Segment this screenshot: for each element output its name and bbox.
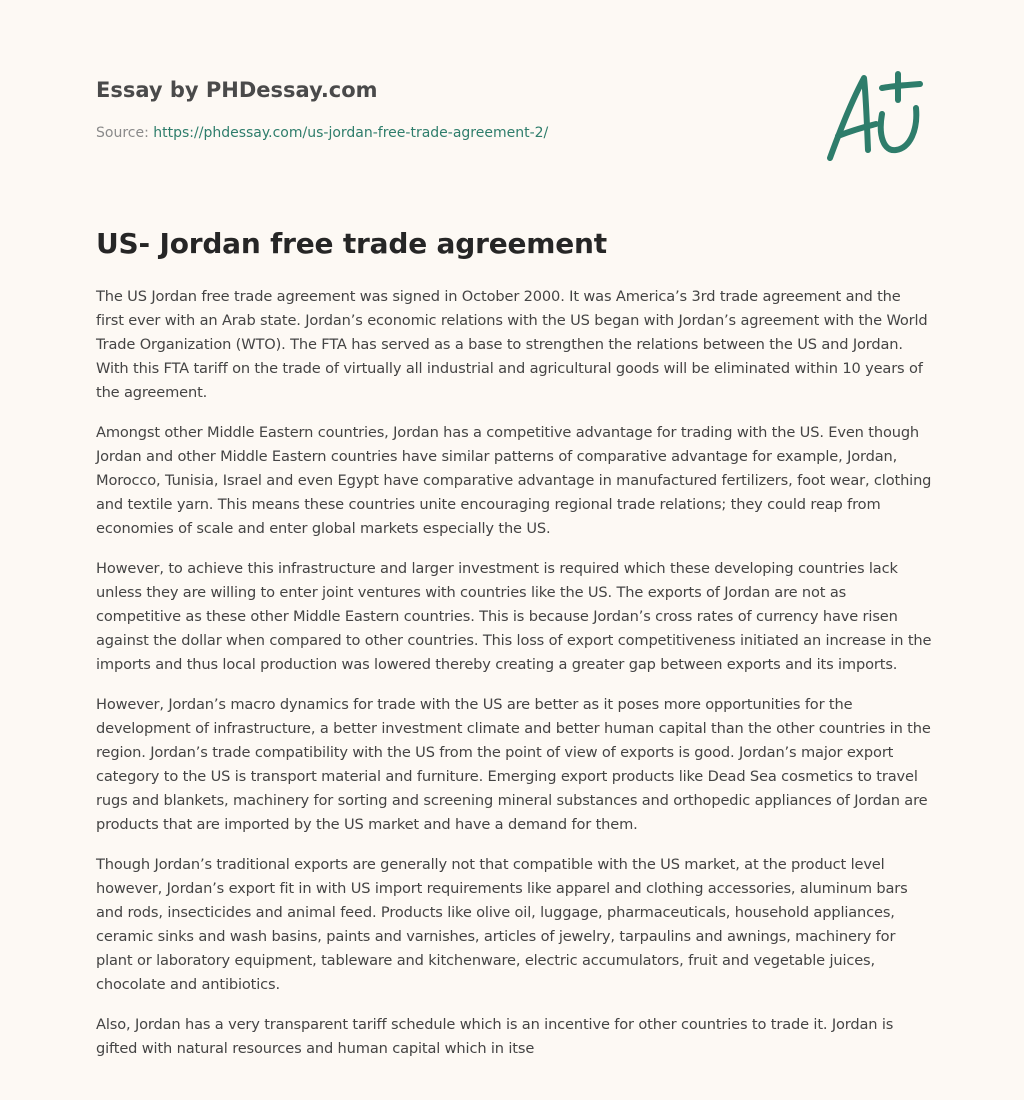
source-line bbox=[96, 123, 696, 143]
page-header bbox=[96, 74, 696, 143]
paragraph: However, Jordan’s macro dynamics for trade with the US are better as it poses more opportunities for the development of infrastructure, a better investment climate and better human capital than the other countries in the region. Jordan’s trade compatibility with the US from the point of view of exports is good. Jordan’s major export category to the US is transport material and furniture. Emerging export products like Dead Sea cosmetics to travel rugs and blankets, machinery for sorting and screening mineral substances and orthopedic appliances of Jordan are products that are imported by the US market and have a demand for them. bbox=[96, 696, 931, 833]
paragraph: Amongst other Middle Eastern countries, Jordan has a competitive advantage for trading with the US. Even though Jordan and other Middle Eastern countries have similar patterns of comparative advantage for example, Jordan, Morocco, Tunisia, Israel and even Egypt have comparative advantage in manufactured fertilizers, foot wear, clothing and textile yarn. This means these countries unite encouraging regional trade relations; they could reap from economies of scale and enter global markets especially the US. bbox=[96, 424, 932, 537]
paragraph: Also, Jordan has a very transparent tariff schedule which is an incentive for other countries to trade it. Jordan is gifted with natural resources and human capital which in itse bbox=[96, 1016, 894, 1057]
source-label: Source: bbox=[96, 125, 149, 141]
paragraph: Though Jordan’s traditional exports are generally not that compatible with the US market, at the product level however, Jordan’s export fit in with US import requirements like apparel and clothing accessories, aluminum bars and rods, insecticides and animal feed. Products like olive oil, luggage, pharmaceuticals, household appliances, ceramic sinks and wash basins, paints and varnishes, articles of jewelry, tarpaulins and awnings, machinery for plant or laboratory equipment, tableware and kitchenware, electric accumulators, fruit and vegetable juices, chocolate and antibiotics. bbox=[96, 856, 908, 993]
paragraph: The US Jordan free trade agreement was signed in October 2000. It was America’s 3rd trade agreement and the first ever with an Arab state. Jordan’s economic relations with the US began with Jordan’s agreement with the World Trade Organization (WTO). The FTA has served as a base to strengthen the relations between the US and Jordan. With this FTA tariff on the trade of virtually all industrial and agricultural goods will be eliminated within 10 years of the agreement. bbox=[96, 288, 928, 401]
article-body bbox=[96, 285, 932, 1077]
article-title: US- Jordan free trade agreement bbox=[96, 227, 607, 260]
a-plus-logo-icon bbox=[820, 66, 930, 166]
paragraph: However, to achieve this infrastructure and larger investment is required which these developing countries lack unless they are willing to enter joint ventures with countries like the US. The exports of Jordan are not as competitive as these other Middle Eastern countries. This is because Jordan’s cross rates of currency have risen against the dollar when compared to other countries. This loss of export competitiveness initiated an increase in the imports and thus local production was lowered thereby creating a greater gap between exports and its imports. bbox=[96, 560, 932, 673]
site-title: Essay by PHDessay.com bbox=[96, 78, 378, 102]
source-link[interactable]: https://phdessay.com/us-jordan-free-trade-agreement-2/ bbox=[153, 125, 549, 141]
